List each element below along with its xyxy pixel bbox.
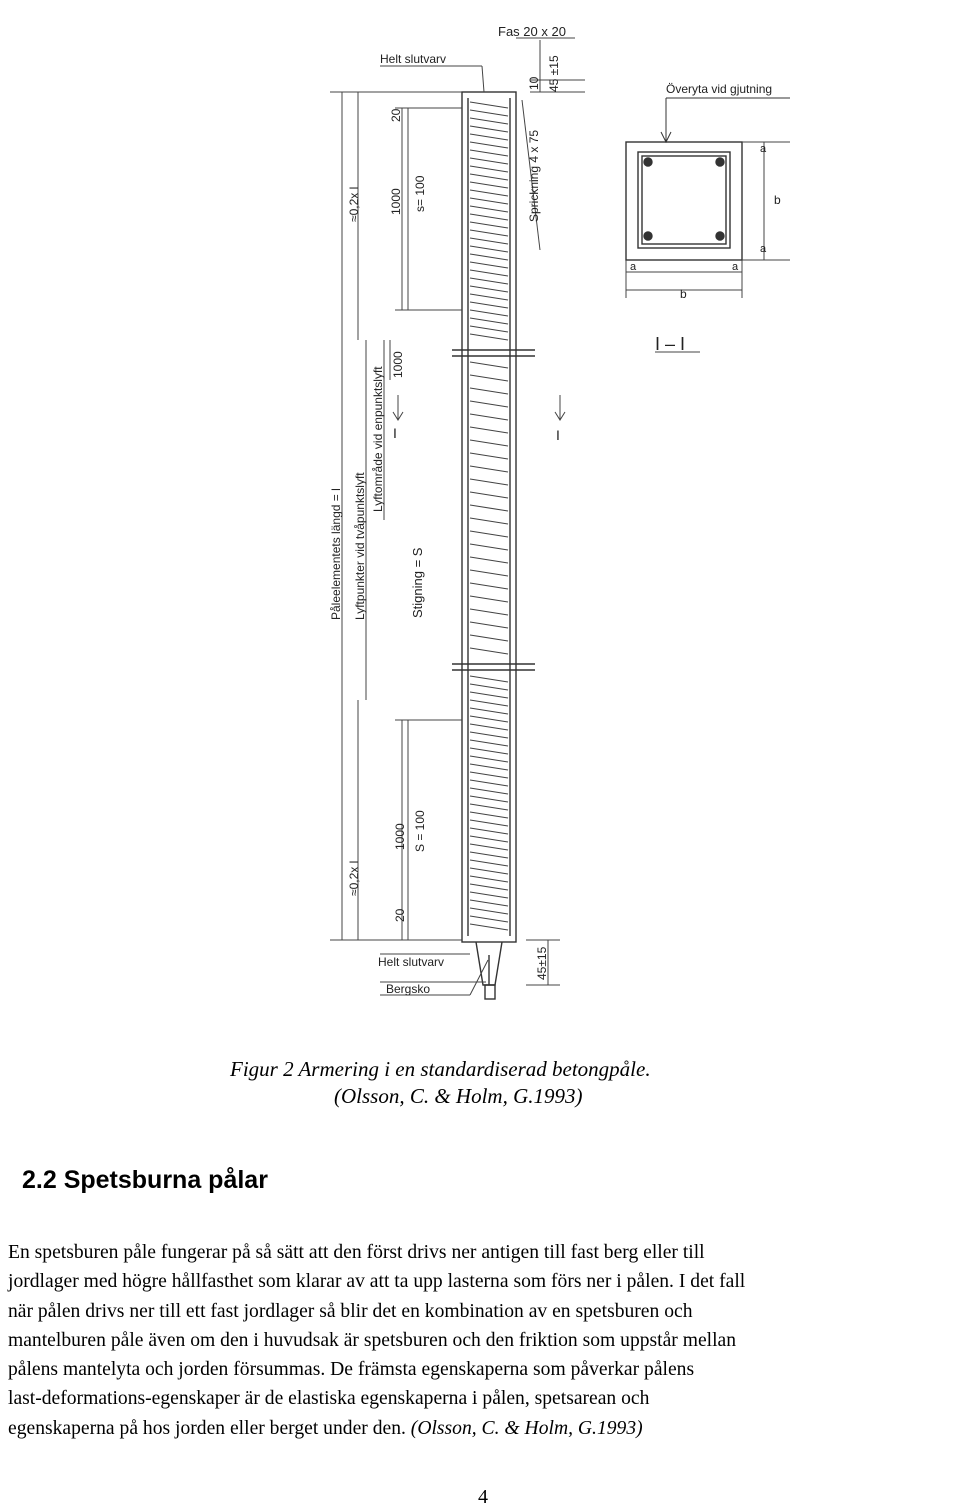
spiral-turn bbox=[470, 860, 508, 866]
dim-1000-top-label: 1000 bbox=[389, 188, 403, 215]
spiral-turn bbox=[470, 764, 508, 770]
dim-a2-label: a bbox=[760, 243, 767, 255]
spiral-turn bbox=[470, 796, 508, 802]
spiral-turn bbox=[470, 716, 508, 722]
dim-20-top-label: 20 bbox=[389, 108, 403, 122]
spiral-turn bbox=[470, 544, 508, 550]
spiral-turn bbox=[470, 388, 508, 394]
spiral-turn bbox=[470, 166, 508, 172]
spiral-turn bbox=[470, 684, 508, 690]
spiral-turn bbox=[470, 318, 508, 324]
dim-1000-mid-label: 1000 bbox=[391, 351, 405, 378]
paragraph-citation: (Olsson, C. & Holm, G.1993) bbox=[410, 1417, 643, 1439]
spiral-turn bbox=[470, 692, 508, 698]
spiral-turn bbox=[470, 286, 508, 292]
dim-02-top-label: ≈0,2x l bbox=[347, 186, 361, 222]
spiral-turn bbox=[470, 401, 508, 407]
spiral-turn bbox=[470, 756, 508, 762]
paragraph-last-text: egenskaperna på hos jorden eller berget under den. bbox=[8, 1417, 411, 1439]
spiral-turn bbox=[470, 884, 508, 890]
spiral-turn bbox=[470, 294, 508, 300]
spiral-turn bbox=[470, 780, 508, 786]
spiral-turn bbox=[470, 479, 508, 485]
spiral-turn bbox=[470, 700, 508, 706]
section-mark-right: I bbox=[556, 427, 560, 443]
overyta-label: Överyta vid gjutning bbox=[666, 82, 773, 96]
spiral-turn bbox=[470, 326, 508, 332]
spiral-turn bbox=[470, 557, 508, 563]
paragraph-last-line bbox=[8, 1414, 960, 1443]
spiral-turn bbox=[470, 908, 508, 914]
spiral-turn bbox=[470, 804, 508, 810]
spiral-turn bbox=[470, 214, 508, 220]
spiral-turn bbox=[470, 110, 508, 116]
dim-b2-label: b bbox=[680, 287, 687, 301]
helt-slutvarv-bot-label: Helt slutvarv bbox=[378, 955, 445, 969]
spiral-turn bbox=[470, 134, 508, 140]
spiral-turn bbox=[470, 531, 508, 537]
spiral-turn bbox=[470, 270, 508, 276]
cross-section-outline bbox=[626, 142, 742, 260]
fas-label: Fas 20 x 20 bbox=[498, 24, 566, 39]
spiral-turn bbox=[470, 126, 508, 132]
spiral-turn bbox=[470, 492, 508, 498]
spiral-turn bbox=[470, 206, 508, 212]
spiral-turn bbox=[470, 518, 508, 524]
spiral-turn bbox=[470, 182, 508, 188]
spiral-turn bbox=[470, 876, 508, 882]
spiral-turn bbox=[470, 648, 508, 654]
helt-slutvarv-top-label: Helt slutvarv bbox=[380, 52, 447, 66]
dim-1000-bot-label: 1000 bbox=[393, 823, 407, 850]
spiral-turn bbox=[470, 732, 508, 738]
spiral-turn bbox=[470, 900, 508, 906]
dim-45-bot-label: 45±15 bbox=[535, 946, 549, 980]
spiral-turn bbox=[470, 852, 508, 858]
dim-10-label: 10 bbox=[527, 76, 541, 90]
section-title: I – I bbox=[655, 334, 686, 354]
body-paragraph bbox=[8, 1238, 960, 1443]
spiral-turn bbox=[470, 310, 508, 316]
spiral-turn bbox=[470, 635, 508, 641]
page-number: 4 bbox=[478, 1486, 488, 1508]
s100-top-label: s= 100 bbox=[413, 175, 427, 212]
dim-a4-label: a bbox=[732, 261, 739, 273]
spiral-turn bbox=[470, 570, 508, 576]
pale-langd-label: Påleelementets längd = l bbox=[329, 488, 343, 620]
paragraph-line: En spetsburen påle fungerar på så sätt att den först drivs ner antigen till fast berg eller till bbox=[8, 1242, 705, 1263]
dim-a3-label: a bbox=[630, 261, 637, 273]
lyftpunkter-label: Lyftpunkter vid tvåpunktslyft bbox=[353, 472, 367, 620]
spiral-turn bbox=[470, 466, 508, 472]
spiral-turn bbox=[470, 748, 508, 754]
spiral-turn bbox=[470, 362, 508, 368]
spiral-turn bbox=[470, 334, 508, 340]
caption-line-1: Figur 2 Armering i en standardiserad betongpåle. bbox=[230, 1057, 651, 1081]
spiral-turn bbox=[470, 820, 508, 826]
lyftomrade-label: Lyftområde vid enpunktslyft bbox=[371, 366, 385, 512]
spiral-turn bbox=[470, 583, 508, 589]
spiral-turn bbox=[470, 505, 508, 511]
dim-a1-label: a bbox=[760, 143, 767, 155]
spiral-turn bbox=[470, 724, 508, 730]
spiral-turn bbox=[470, 844, 508, 850]
spiral-turn bbox=[470, 892, 508, 898]
spiral-turn bbox=[470, 622, 508, 628]
dim-b1-label: b bbox=[774, 193, 781, 207]
spiral-turn bbox=[470, 230, 508, 236]
spiral-turn bbox=[470, 828, 508, 834]
spiral-turn bbox=[470, 427, 508, 433]
spiral-turn bbox=[470, 924, 508, 930]
spiral-turn bbox=[470, 740, 508, 746]
spiral-turn bbox=[470, 278, 508, 284]
spiral-turn bbox=[470, 453, 508, 459]
spiral-turn bbox=[470, 246, 508, 252]
paragraph-line: mantelburen påle även om den i huvudsak är spetsburen och den friktion som uppstår mellan bbox=[8, 1329, 737, 1351]
spiral-turn bbox=[470, 238, 508, 244]
spiral-turn bbox=[470, 158, 508, 164]
spiral-turn bbox=[470, 102, 508, 108]
spiral-turn bbox=[470, 190, 508, 196]
spiral-turn bbox=[470, 150, 508, 156]
paragraph-line: när pålen drivs ner till ett fast jordlager så blir det en kombination av en spetsburen och bbox=[8, 1300, 693, 1322]
spiral-turn bbox=[470, 222, 508, 228]
spiral-turn bbox=[470, 596, 508, 602]
sprickning-label: Sprickning 4 x 75 bbox=[527, 129, 541, 222]
spiral-turn bbox=[470, 788, 508, 794]
spiral-turn bbox=[470, 609, 508, 615]
paragraph-line: last-deformations-egenskaper är de elastiska egenskaperna i pålen, spetsarean och bbox=[8, 1388, 650, 1410]
spiral-turn bbox=[470, 812, 508, 818]
spiral-turn bbox=[470, 262, 508, 268]
section-heading: 2.2 Spetsburna pålar bbox=[22, 1166, 268, 1194]
spiral-turn bbox=[470, 414, 508, 420]
spiral-turn bbox=[470, 676, 508, 682]
s100-bot-label: S = 100 bbox=[413, 810, 427, 852]
spiral-turn bbox=[470, 836, 508, 842]
spiral-turn bbox=[470, 118, 508, 124]
paragraph-line: jordlager med högre hållfasthet som klarar av att ta upp lasterna som förs ner i pålen. I det fall bbox=[8, 1271, 746, 1293]
spiral-turn bbox=[470, 916, 508, 922]
spiral-turn bbox=[470, 708, 508, 714]
spiral-turn bbox=[470, 302, 508, 308]
dim-20-bot-label: 20 bbox=[393, 908, 407, 922]
spiral-turn bbox=[470, 772, 508, 778]
dim-02-bot-label: ≈0,2x l bbox=[347, 860, 361, 896]
spiral-turn bbox=[470, 868, 508, 874]
spiral-turn bbox=[470, 142, 508, 148]
spiral-turn bbox=[470, 174, 508, 180]
spiral-turn bbox=[470, 198, 508, 204]
caption-line-2: (Olsson, C. & Holm, G.1993) bbox=[334, 1084, 583, 1108]
bergsko-label: Bergsko bbox=[386, 982, 431, 996]
section-mark-left: I bbox=[393, 425, 397, 441]
dim-45-top-label: 45 ±15 bbox=[547, 55, 561, 92]
spiral-turn bbox=[470, 440, 508, 446]
paragraph-line: pålens mantelyta och jorden försummas. De främsta egenskaperna som påverkar pålens bbox=[8, 1359, 695, 1381]
spiral-turn bbox=[470, 254, 508, 260]
spiral-turn bbox=[470, 375, 508, 381]
stigning-label: Stigning = S bbox=[410, 547, 425, 618]
spiral-reinforcement bbox=[470, 102, 508, 930]
